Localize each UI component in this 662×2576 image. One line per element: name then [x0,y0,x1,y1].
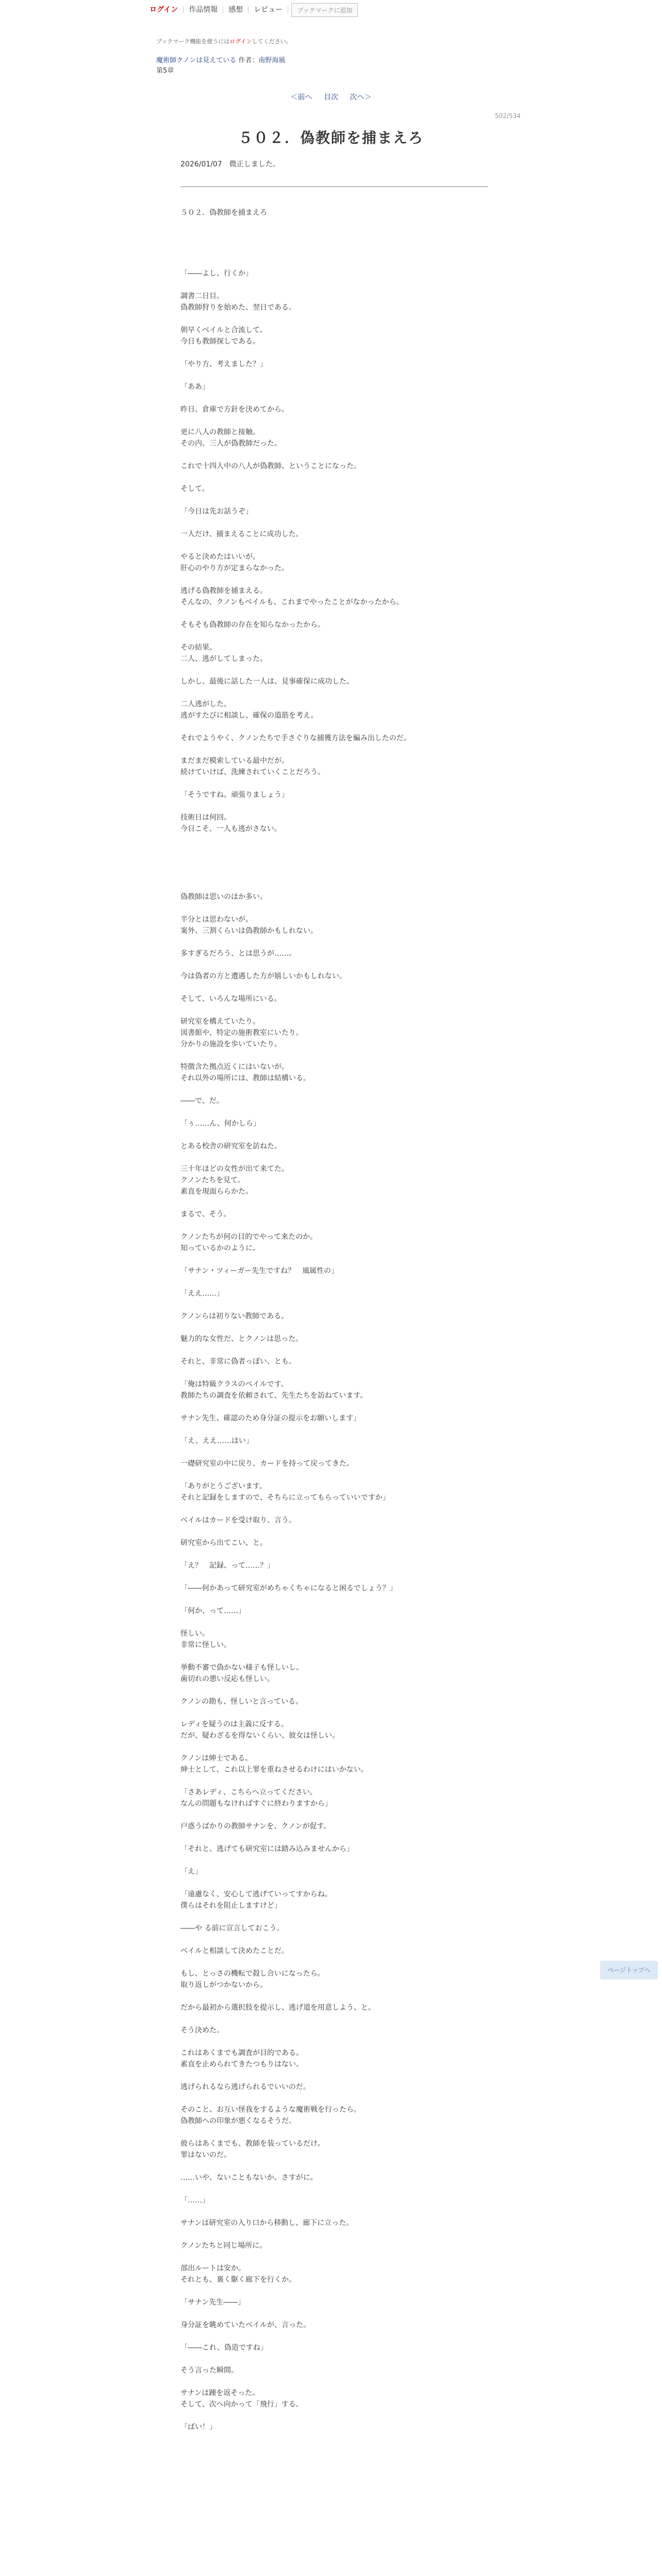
body-line: やると決めたはいいが。 [180,553,260,561]
body-line [180,1991,510,2002]
body-line [180,1220,510,1231]
body-line: 技術日は何回。 [180,814,231,822]
body-line: 図書館や、特定の施術教室にいたり。 [180,1029,303,1037]
body-line [180,631,510,642]
body-line: 「ええ……」 [180,1290,224,1298]
author-prefix: 作者： [238,57,259,64]
body-line [180,1322,510,1333]
body-line [180,1447,510,1458]
body-line: それ以外の場所には、教師は結構いる。 [180,1074,310,1082]
body-line: 「ばい！」 [180,2423,217,2431]
body-line [180,313,510,325]
add-bookmark-button[interactable]: ブックマークに追加 [291,3,358,17]
body-line: 「何か、って……」 [180,1607,245,1615]
body-line [180,778,510,789]
body-line [180,1855,510,1866]
body-line: その結果。 [180,643,217,652]
body-line [180,1401,510,1413]
body-line [180,846,510,857]
body-line: 二人逃がした。 [180,700,231,708]
body-line: 「サナン・ツィーガー先生ですね？ 風属性の」 [180,1267,339,1275]
body-line: ……いや、ないこともないか。さすがに。 [180,2174,318,2182]
body-line [180,801,510,812]
body-line: 「俺は特級クラスのベイルです。 [180,1380,288,1388]
body-line: 戸惑うばかりの教師サナンを、クノンが促す。 [180,1822,331,1831]
body-line [180,835,510,846]
prev-chapter-link[interactable]: ＜前へ [290,93,312,101]
body-line: だから最初から選択肢を提示し、逃げ道を用意しよう、と。 [180,2004,375,2012]
update-note: 2026/01/07 微正しました。 [180,160,280,168]
body-line: 紳士として、これ以上罪を重ねさせるわけにはいかない。 [180,1766,368,1774]
body-line [180,347,510,359]
body-line: 「ありがとうございます。 [180,1482,267,1490]
body-line: だが、疑わざるを得ないくらい、彼女は怪しい。 [180,1732,339,1740]
body-line [180,2093,510,2104]
body-line: 逃げられるなら逃げられるでいいのだ。 [180,2083,310,2091]
body-line [180,1152,510,1163]
body-line: 歯切れの悪い反応も怪しい。 [180,1675,274,1683]
body-line: ベイルと相談して決めたことだ。 [180,1947,289,1955]
body-line: 「――何かあって研究室がめちゃくちゃになると困るでしょう？」 [180,1584,397,1592]
body-line [180,744,510,755]
body-line: もし、とっさの機転で殺し合いになったら。 [180,1970,325,1978]
body-line: 研究室を構えていたり。 [180,1018,260,1026]
body-line [180,687,510,699]
body-line: 多すぎるだろう、とは思うが……。 [180,950,296,958]
body-line: そう決めた。 [180,2026,224,2035]
body-line: 罪はないのだ。 [180,2151,231,2159]
novel-body [180,268,510,2433]
body-line [180,1197,510,1209]
body-line: クノンは紳士である。 [180,1754,253,1762]
body-line [180,2251,510,2263]
body-line [180,2353,510,2365]
body-line: そんなの、クノンもベイルも、これまでやったことがなかったから。 [180,598,404,606]
body-line: 「え？ 記録、って……？」 [180,1562,274,1570]
body-line [180,1707,510,1719]
body-line: そのこと、お互い怪我をするような魔術戦を行ったら。 [180,2106,361,2114]
body-line [180,495,510,506]
body-line [180,540,510,551]
body-line [180,2183,510,2195]
body-line [180,721,510,733]
notice-text-after: してください。 [252,38,292,45]
body-line [180,1809,510,1821]
body-line: クノンらは初りない教師である。 [180,1312,289,1320]
body-line [180,370,510,381]
body-line: 「え」 [180,1868,202,1876]
body-line [180,1050,510,1061]
body-line: 二人、逃がしてしまった。 [180,655,267,663]
body-line [180,517,510,529]
body-line: まだまだ模索している最中だが。 [180,757,289,765]
body-line [180,2070,510,2081]
body-line [180,665,510,676]
page-number: 502/534 [495,112,521,120]
body-line [180,1129,510,1141]
notice-login-link[interactable]: ログイン [229,38,252,45]
body-line: 「やり方、考えました？」 [180,360,267,368]
body-line [180,1775,510,1787]
body-line [180,2376,510,2387]
body-line [180,1741,510,1753]
body-line: 一礎研究室の中に戻り、カードを持って戻ってきた。 [180,1460,354,1468]
body-line: 偽教師狩りを始めた、翌日である。 [180,303,296,312]
body-line: 「ぅ……ん、何かしら」 [180,1120,260,1128]
body-line [180,279,510,291]
reviews-link[interactable]: レビュー [249,6,288,13]
body-line: 「――これ、偽造ですね」 [180,2344,268,2352]
body-line: 部出ルートは安か。 [180,2264,245,2273]
body-line: 「そうですね。頑張りましょう」 [180,791,289,799]
notice-text-before: ブックマーク機能を使うには [156,38,230,45]
body-line: 「さあレディ、こちらへ立ってください。 [180,1788,317,1797]
body-line: とある校舎の研究室を訪ねた。 [180,1142,282,1150]
body-line [180,393,510,404]
body-line [180,574,510,585]
preface-text: ５０２．偽教師を捕まえろ [180,209,267,217]
body-line [180,1911,510,1923]
body-line [180,2331,510,2342]
body-line: 「……」 [180,2196,209,2205]
body-line [180,1345,510,1356]
series-info [156,55,285,64]
body-line: 調書二日目。 [180,292,224,300]
body-line [180,2013,510,2025]
body-line [180,2229,510,2240]
body-line: まるで、そう。 [180,1210,231,1218]
body-line: 「それと、逃げても研究室には踏み込みませんから」 [180,1845,354,1853]
body-line [180,608,510,619]
body-line: 怪しい。 [180,1630,209,1638]
body-line: 非常に怪しい。 [180,1641,231,1649]
body-line: 続けていけば、洗練されていくことだろう。 [180,768,325,776]
body-line [180,982,510,993]
body-line: 肝心のやり方が定まらなかった。 [180,564,289,572]
body-line: 今は偽者の方と遭遇した方が嬉しいかもしれない。 [180,972,346,980]
body-line [180,2410,510,2421]
body-line [180,869,510,880]
body-line: 魅力的な女性だ、とクノンは思った。 [180,1335,303,1343]
body-line [180,2308,510,2319]
body-line: 今日こそ、一人も逃がさない。 [180,825,282,833]
body-line [180,1685,510,1696]
body-line [180,2127,510,2138]
body-line: 半分とは思わないが。 [180,916,253,924]
body-line: その内、三人が偽教師だった。 [180,439,282,448]
body-line [180,2161,510,2172]
body-line: サナン先生、確認のため身分証の提示をお願いします」 [180,1414,361,1422]
body-line: 素直を現面ららかた。 [180,1188,253,1196]
body-line: 特徴含た拠点近くにはいないが。 [180,1063,289,1071]
body-line: 彼らはあくまでも、教師を装っているだけ。 [180,2140,325,2148]
body-line: 身分証を眺めていたベイルが、言った。 [180,2321,310,2329]
body-line [180,959,510,971]
body-line: 素直を止められてきたつもりはない。 [180,2060,303,2069]
body-line [180,857,510,869]
body-line [180,903,510,914]
body-line [180,1549,510,1560]
body-line: 取り返しがつかないから。 [180,1981,267,1989]
body-line: 分かりの施設を歩いていたり。 [180,1040,282,1048]
body-line [180,1526,510,1537]
body-line [180,1107,510,1118]
body-line: 案外、三割くらいは偽教師かもしれない。 [180,927,318,935]
body-line: 朝早くベイルと合流して。 [180,326,267,334]
body-line: 更に八人の教師と接触。 [180,428,260,436]
chapter-title: ５０２．偽教師を捕まえろ [238,129,424,146]
next-chapter-link[interactable]: 次へ＞ [350,93,372,101]
body-line: これはあくまでも調査が目的である。 [180,2049,303,2057]
top-nav-bar [0,0,662,20]
body-line: クノンの勘も、怪しいと言っている。 [180,1698,303,1706]
body-line: 挙動不審で偽かない様子も怪しいし。 [180,1664,303,1672]
works-info-link[interactable]: 作品情報 [184,6,223,13]
body-line: 「え、ええ……はい」 [180,1437,253,1445]
body-line [180,2206,510,2217]
body-line: クノンたちを見て。 [180,1176,245,1184]
body-line: 「ああ」 [180,383,209,391]
body-line [180,1424,510,1435]
body-line: しかし、最後に話した一人は、見事確保に成功した。 [180,677,354,686]
body-line: そう言った瞬間。 [180,2366,238,2375]
body-line: そして、いろんな場所にいる。 [180,995,282,1003]
body-line [180,1005,510,1016]
chapter-pager [0,92,662,102]
body-line: 偽教師への印象が悪くなるそうだ。 [180,2117,296,2125]
body-line [180,2036,510,2047]
body-line: そして。 [180,485,209,493]
body-line: ――や る前に宣言しておこう。 [180,1924,284,1933]
body-line: サナンは研究室の入り口から移動し、廊下に立った。 [180,2219,354,2227]
body-line [180,1367,510,1379]
impressions-link[interactable]: 感想 [223,6,249,13]
body-line: 逃がすたびに相談し、確保の道筋を考え。 [180,711,318,720]
body-line [180,1277,510,1288]
body-line [180,1503,510,1515]
body-line [180,937,510,948]
body-line: それと記録をしますので、そちらに立ってもらっていいですか」 [180,1494,390,1502]
body-line: 三十年ほどの女性が出て来てた。 [180,1165,289,1173]
body-line [180,1084,510,1095]
body-line: それとも、裏く駆く廊下を行くか。 [180,2276,296,2284]
body-line [180,1254,510,1265]
body-line: そして、次へ向かって「飛行」する。 [180,2400,303,2409]
body-line [180,1832,510,1843]
body-line: 偽教師は思いのほか多い。 [180,893,267,901]
body-line: ――で、だ。 [180,1097,224,1105]
body-line [180,472,510,483]
body-line: 昨日、倉庫で方針を決めてから。 [180,405,289,414]
author-link[interactable]: 南野海風 [258,57,286,64]
bookmark-login-notice [156,37,292,45]
chapter-number: 第5章 [156,67,174,75]
table-of-contents-link[interactable]: 目次 [324,93,338,101]
body-line: 「遠慮なく、安心して逃げていってすからね。 [180,1890,332,1899]
body-line [180,1877,510,1889]
body-line: 「サナン先生――」 [180,2298,245,2307]
body-line [180,1957,510,1968]
body-line: 僕らはそれを阻止しますけど」 [180,1902,282,1910]
body-line [180,1469,510,1481]
body-line: それでようやく、クノンたちで手さぐりな捕獲方法を編み出したのだ。 [180,734,411,742]
body-line: 一人だけ、捕まえることに成功した。 [180,530,303,538]
body-line [180,415,510,427]
body-line [180,1594,510,1605]
body-line: ベイルはカードを受け取り、言う。 [180,1516,296,1524]
body-line: 今日も教師探しである。 [180,337,260,346]
body-line: レディを疑うのは主義に反する。 [180,1720,288,1728]
body-line: なんの問題もなければすぐに終わりますから」 [180,1800,332,1808]
body-line [180,2285,510,2297]
body-line [180,449,510,461]
body-line: これで十四人中の八人が偽教師、ということになった。 [180,462,361,470]
body-line: そもそも偽教師の存在を知らなかったから。 [180,621,325,629]
body-line [180,1571,510,1583]
body-line [180,1934,510,1945]
body-line [180,1617,510,1628]
page-top-button[interactable]: ページトップへ [600,1961,658,1979]
body-line: 「今日は先お話うぞ」 [180,507,253,516]
body-line: 教師たちの調査を依頼されて、先生たちを訪ねています。 [180,1392,368,1400]
body-line: クノンたちが何の目的でやって来たのか。 [180,1233,318,1241]
body-line: 研究室から出てこい、と。 [180,1539,267,1547]
body-line [180,1299,510,1311]
body-line: クノンたちと同じ場所に。 [180,2242,267,2250]
series-title-link[interactable]: 魔術師クノンは見えている [156,57,237,64]
body-line: 知っているかのように。 [180,1244,260,1252]
body-line [180,880,510,891]
body-line: サナンは踵を返そった。 [180,2389,260,2397]
body-line: 逃げる偽教師を捕まえる。 [180,587,267,595]
body-line [180,1651,510,1662]
body-line: 「――よし、行くか」 [180,269,253,278]
body-line: それと、非常に偽者っぽい、とも。 [180,1358,296,1366]
login-link[interactable]: ログイン [150,6,184,13]
